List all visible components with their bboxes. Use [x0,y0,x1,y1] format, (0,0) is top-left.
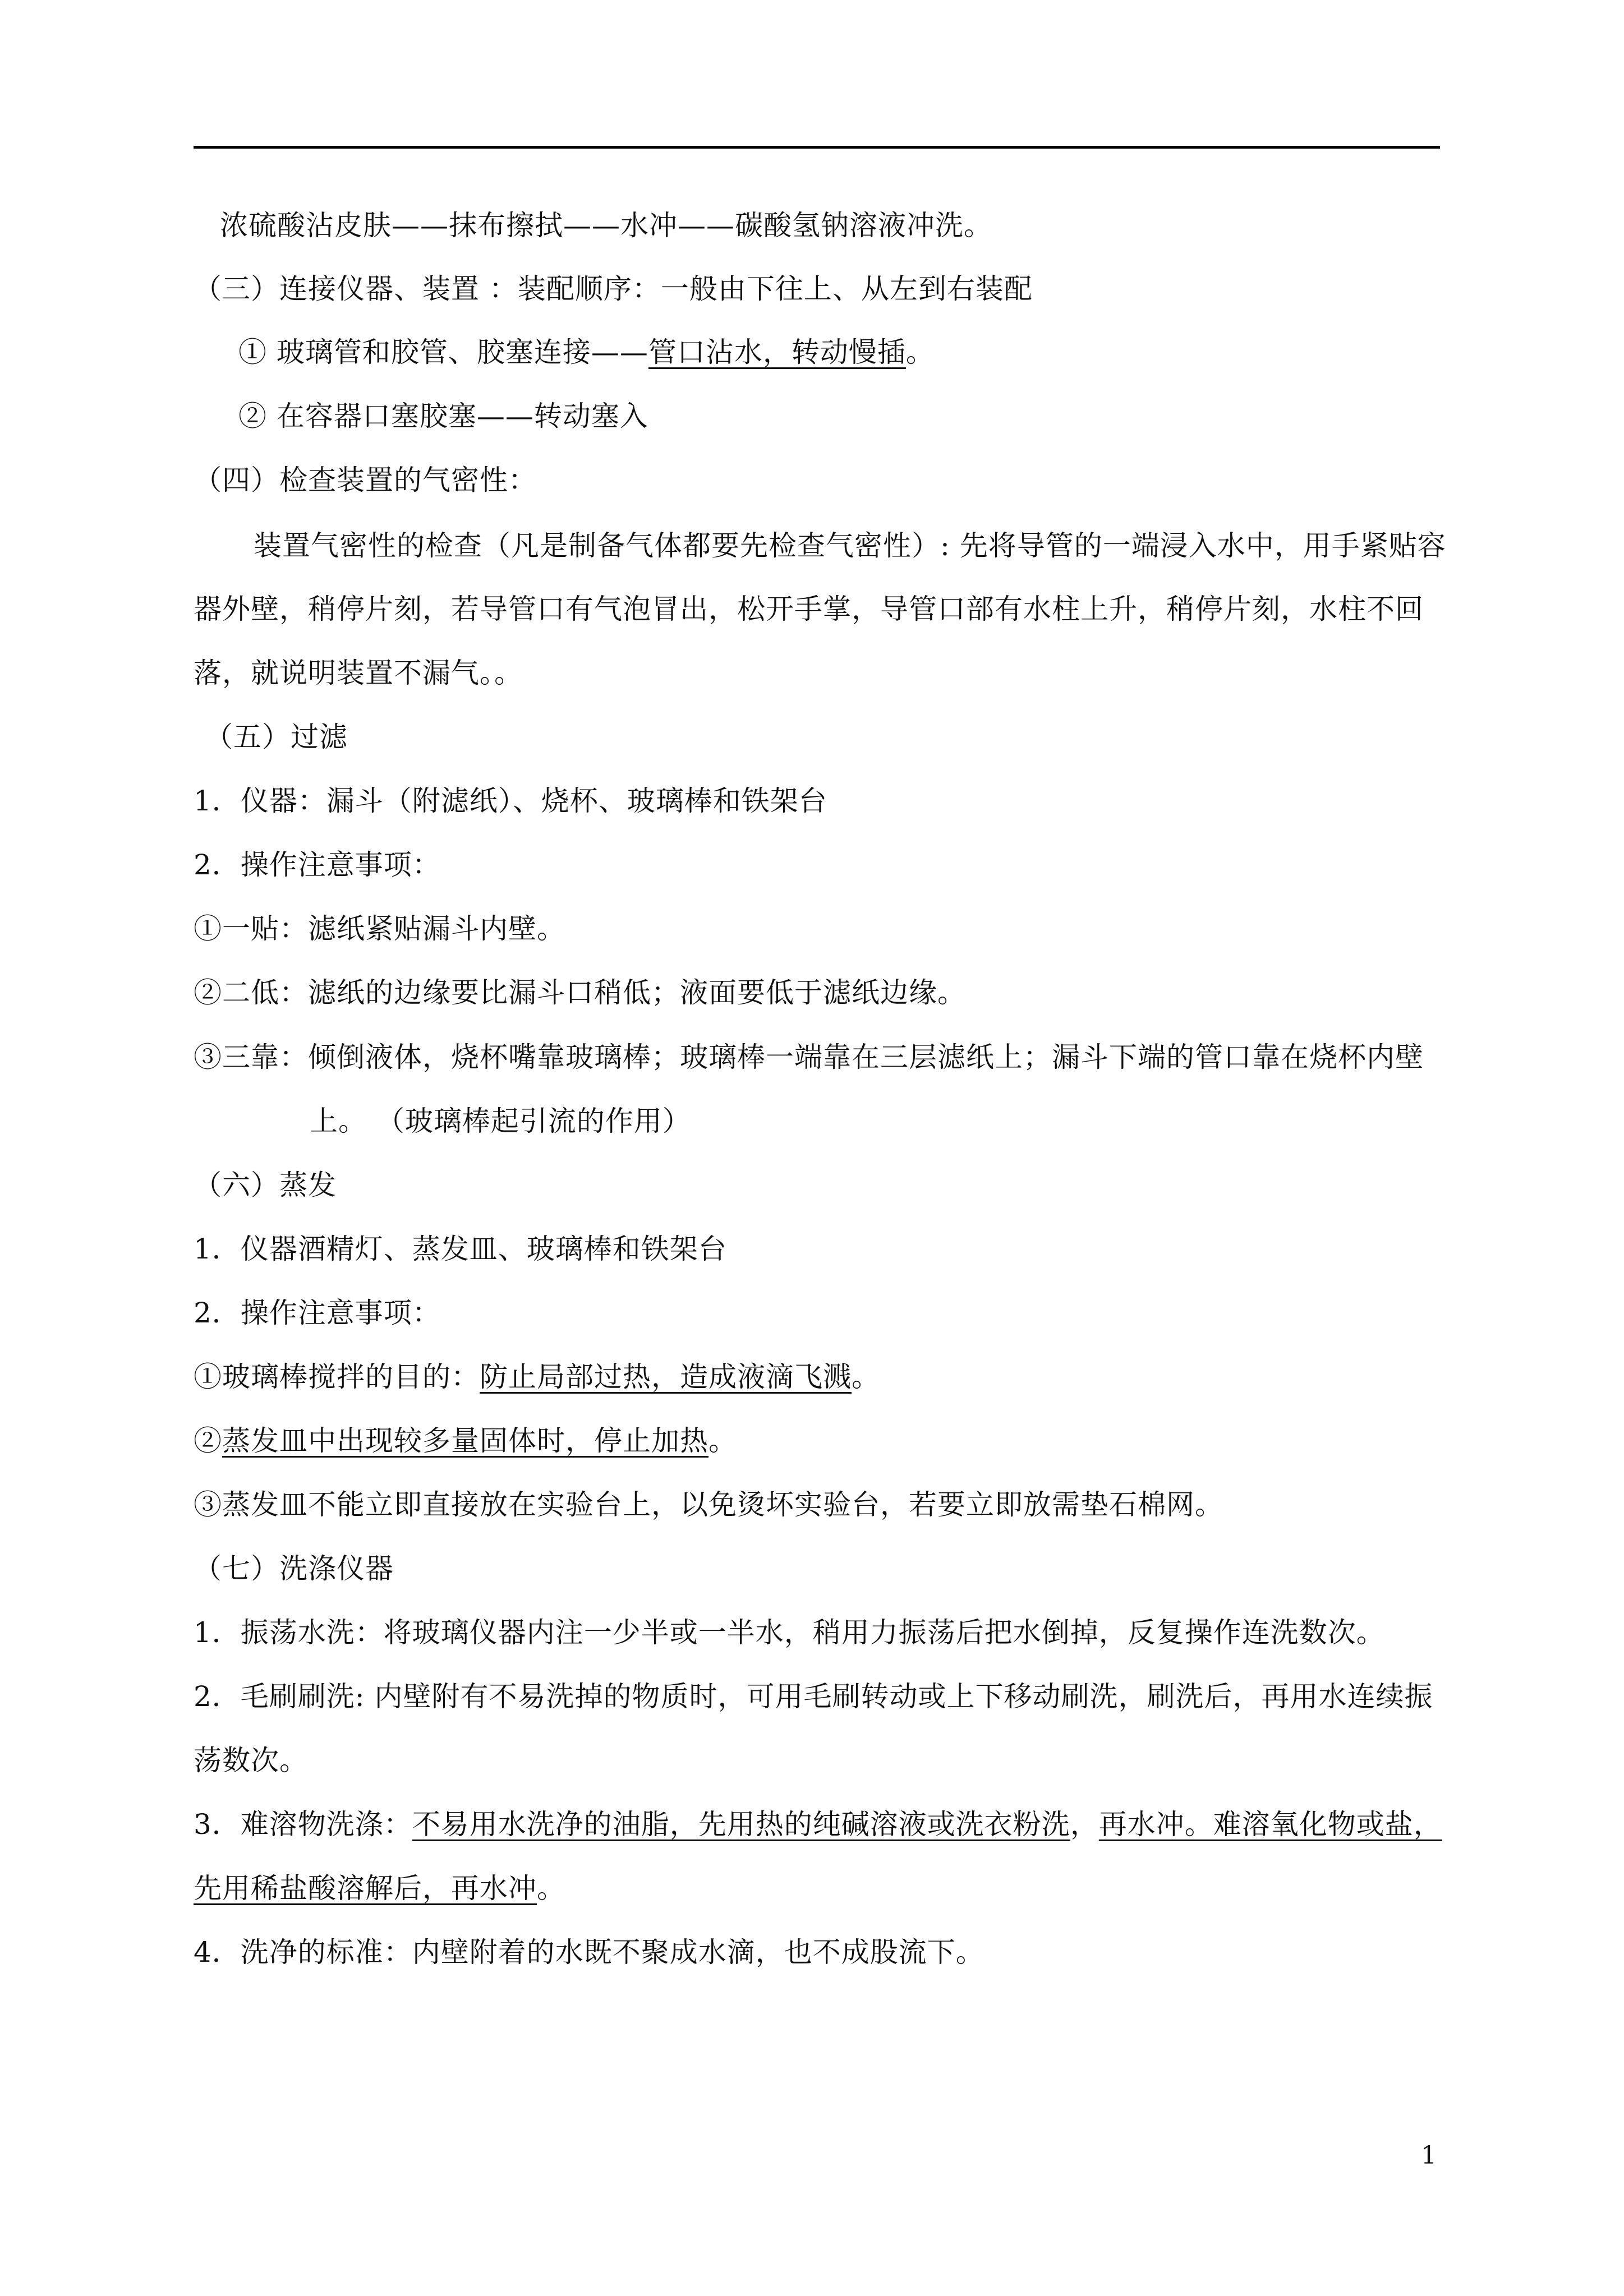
paragraph-line: 落，就说明装置不漏气。。 [194,657,523,689]
underlined-text: 不易用水洗净的油脂，先用热的纯碱溶液或洗衣粉洗 [412,1808,1070,1841]
header-rule [194,146,1440,149]
list-item: 2．毛刷刷洗: 内壁附有不易洗掉的物质时，可用毛刷转动或上下移动刷洗，刷洗后，再用水连续振 [194,1680,1433,1713]
section-heading: （三）连接仪器、装置 ：装配顺序：一般由下往上、从左到右装配 [194,273,1033,305]
list-item: ①玻璃棒搅拌的目的：防止局部过热，造成液滴飞溅。 [194,1361,880,1393]
section-heading: （五）过滤 [205,721,348,753]
list-item: 4．洗净的标准：内壁附着的水既不聚成水滴，也不成股流下。 [194,1936,984,1968]
underlined-text: 先用稀盐酸溶解后，再水冲 [194,1872,537,1905]
list-item: 2．操作注意事项： [194,849,441,881]
list-item: 3．难溶物洗涤：不易用水洗净的油脂，先用热的纯碱溶液或洗衣粉洗，再水冲。难溶氧化物或盐， [194,1808,1442,1841]
section-heading: （七）洗涤仪器 [194,1552,394,1585]
list-item-continuation: 先用稀盐酸溶解后，再水冲。 [194,1872,565,1905]
list-item: 1．仪器：漏斗（附滤纸）、烧杯、玻璃棒和铁架台 [194,785,827,817]
list-item: 2．操作注意事项： [194,1297,441,1329]
section-heading: （六）蒸发 [194,1169,337,1201]
list-item: ③蒸发皿不能立即直接放在实验台上，以免烫坏实验台，若要立即放需垫石棉网。 [194,1488,1223,1521]
underlined-text: 防止局部过热，造成液滴飞溅 [480,1361,852,1393]
list-item: 1．仪器酒精灯、蒸发皿、玻璃棒和铁架台 [194,1233,727,1265]
list-item: ① 玻璃管和胶管、胶塞连接——管口沾水，转动慢插。 [238,336,935,368]
list-item: ②二低：滤纸的边缘要比漏斗口稍低；液面要低于滤纸边缘。 [194,976,966,1009]
list-item: 1．振荡水洗：将玻璃仪器内注一少半或一半水，稍用力振荡后把水倒掉，反复操作连洗数次。 [194,1616,1385,1649]
list-item: ③三靠：倾倒液体，烧杯嘴靠玻璃棒；玻璃棒一端靠在三层滤纸上；漏斗下端的管口靠在烧杯内壁 [194,1041,1424,1073]
list-item: ② 在容器口塞胶塞——转动塞入 [238,400,648,432]
text-line: 浓硫酸沾皮肤——抹布擦拭——水冲——碳酸氢钠溶液冲洗。 [220,209,992,242]
list-item: ②蒸发皿中出现较多量固体时，停止加热。 [194,1424,737,1457]
list-item: ①一贴：滤纸紧贴漏斗内壁。 [194,912,565,945]
page-number: 1 [1421,2141,1437,2170]
list-item-continuation: 上。 （玻璃棒起引流的作用） [310,1105,691,1137]
underlined-text: 再水冲。难溶氧化物或盐， [1098,1808,1442,1841]
paragraph-line: 装置气密性的检查（凡是制备气体都要先检查气密性）: 先将导管的一端浸入水中，用手紧贴容 [254,529,1446,562]
underlined-text: 蒸发皿中出现较多量固体时，停止加热 [222,1424,709,1457]
list-item-continuation: 荡数次。 [194,1744,308,1777]
paragraph-line: 器外壁，稍停片刻，若导管口有气泡冒出，松开手掌，导管口部有水柱上升，稍停片刻，水柱不回 [194,593,1424,625]
underlined-text: 管口沾水，转动慢插 [648,336,906,368]
section-heading: （四）检查装置的气密性： [194,464,537,496]
